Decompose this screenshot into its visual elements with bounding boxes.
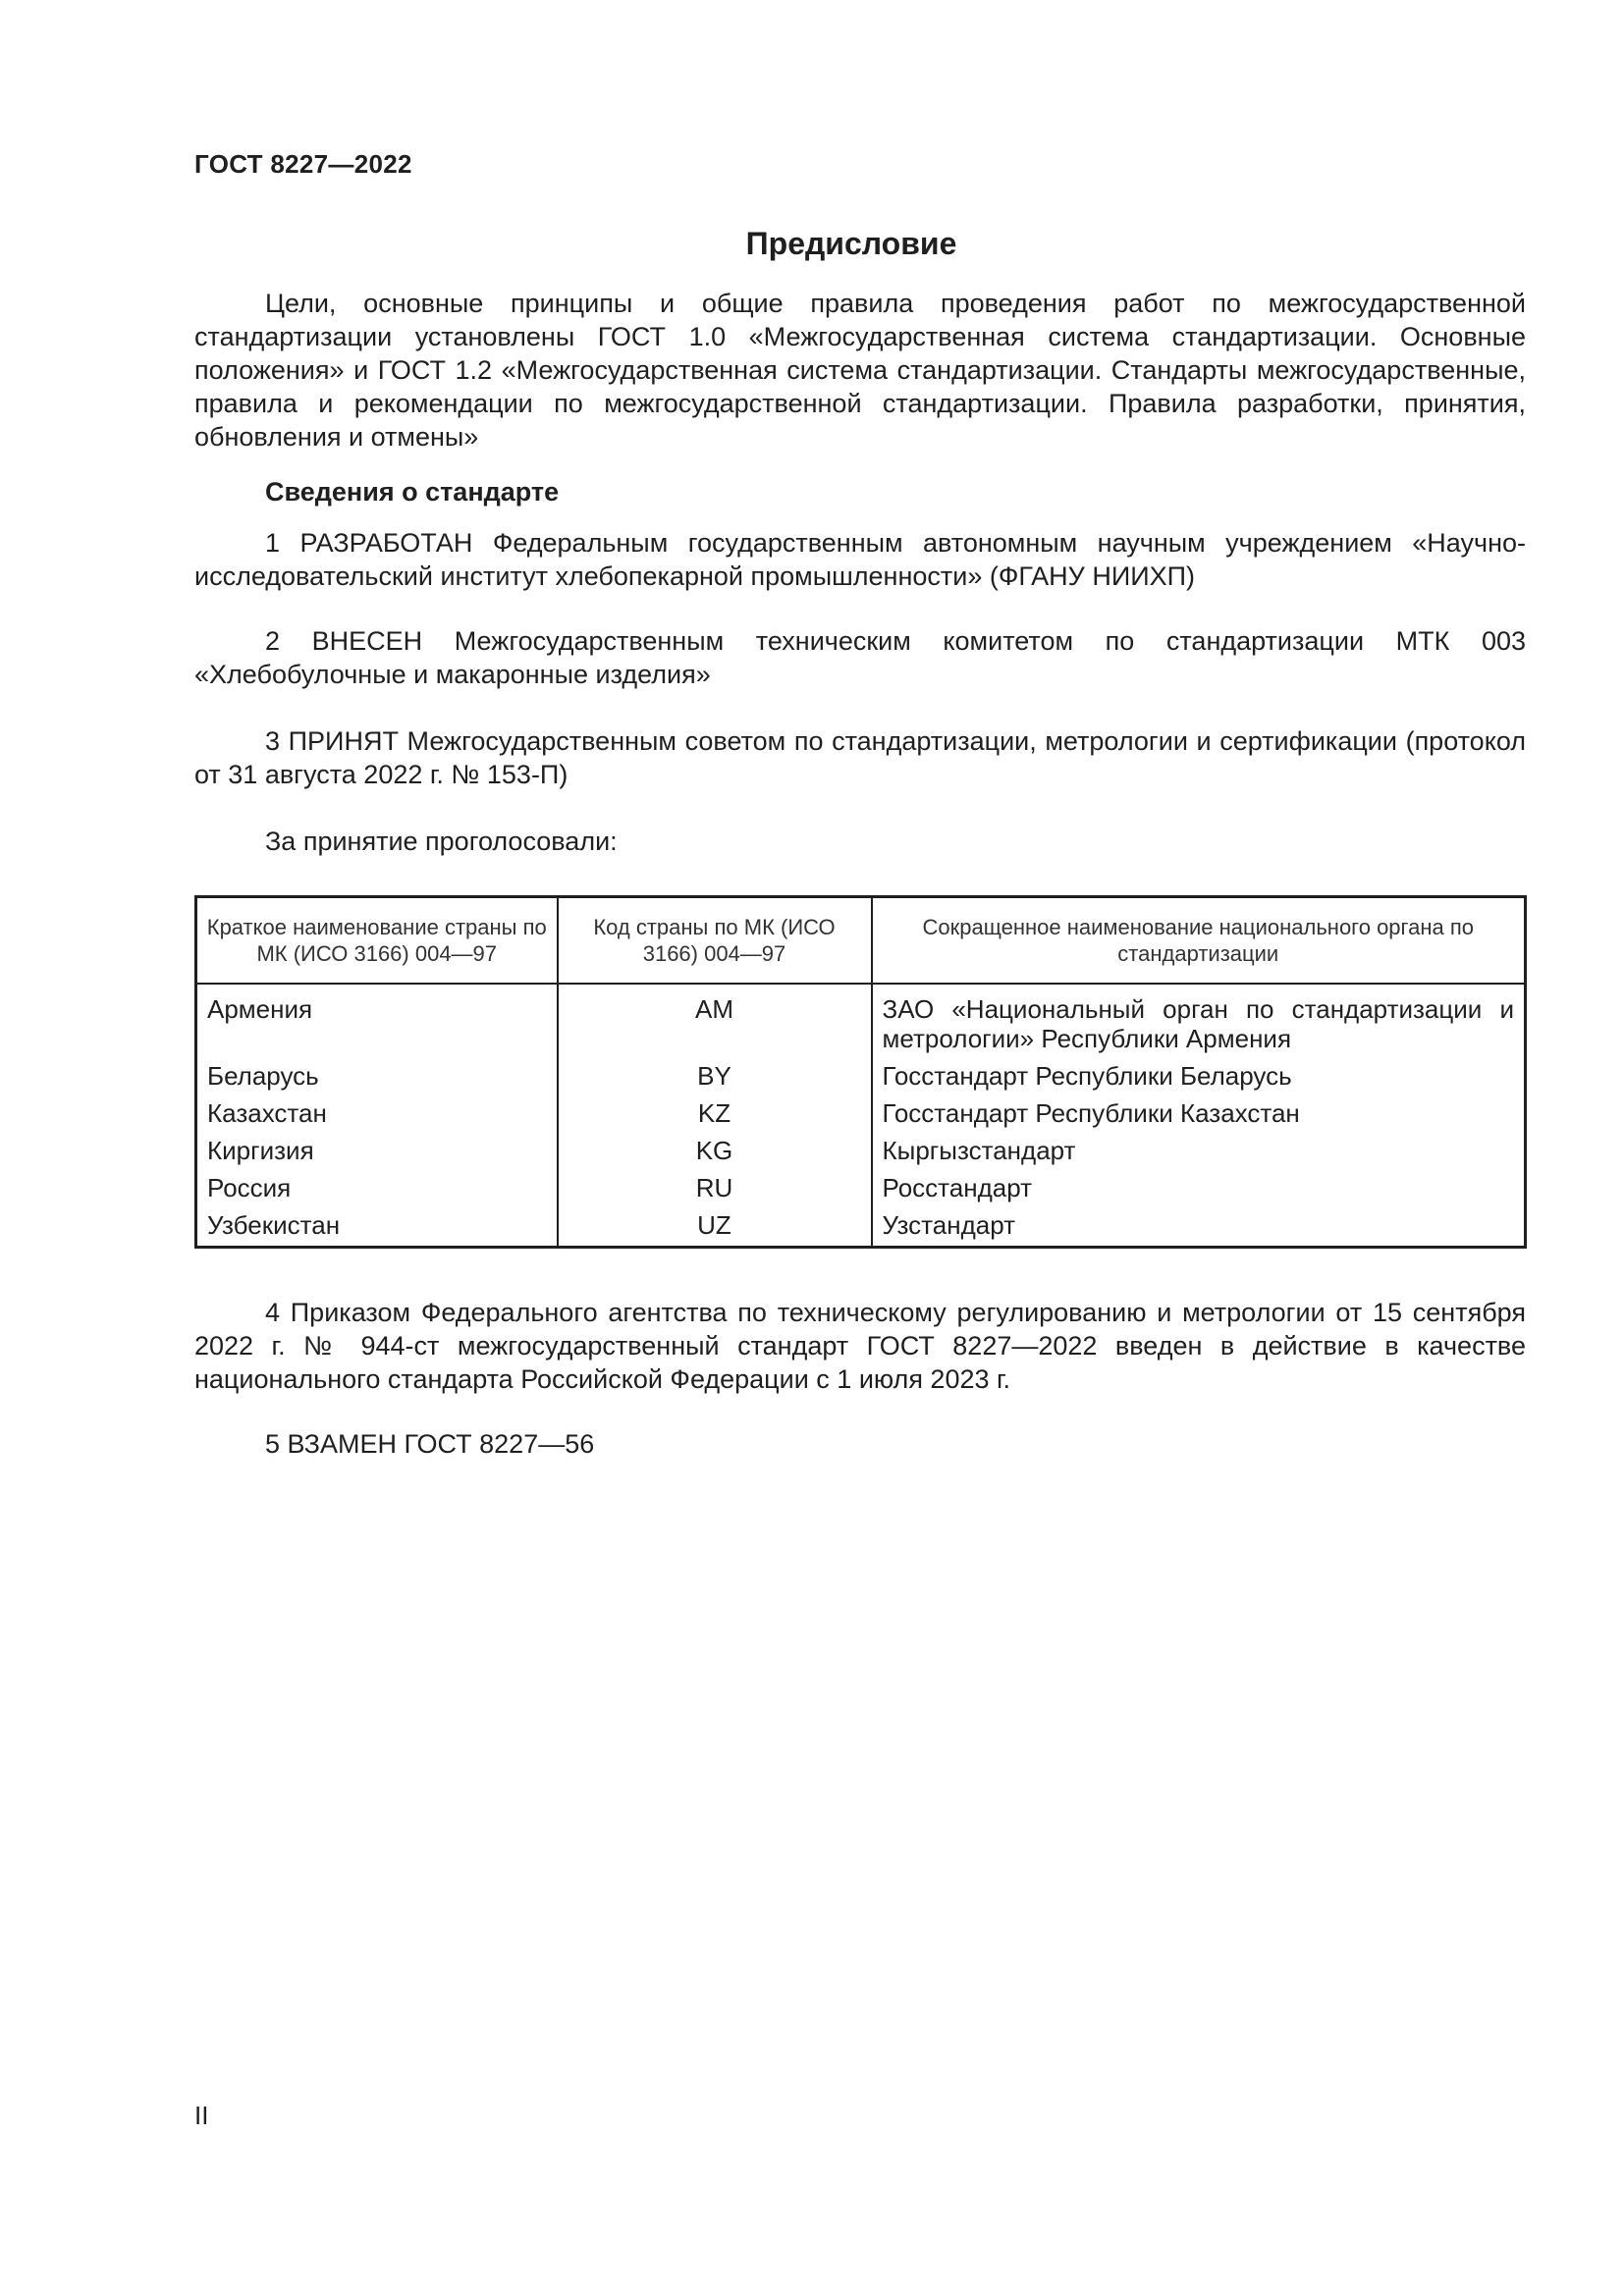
table-row bbox=[196, 1132, 1526, 1169]
cell-country: Узбекистан bbox=[196, 1206, 558, 1248]
intro-paragraph: Цели, основные принципы и общие правила проведения работ по межгосударственной стандартизации установлены ГОСТ 1.0 «Межгосударственная система стандартизации. Основные положения» и ГОСТ 1.2 «Межгосударственная система стандартизации. Стандарты межгосударственные, правила и рекомендации по межгосударственной стандартизации. Правила разработки, принятия, обновления и отмены» bbox=[194, 289, 1526, 452]
cell-national-body: Госстандарт Республики Беларусь bbox=[882, 1061, 1292, 1091]
item-developed: 1 РАЗРАБОТАН Федеральным государственным автономным научным учреждением «Научно-исследовательский институт хлебопекарной промышленности» (ФГАНУ НИИХП) bbox=[194, 528, 1526, 591]
cell-code: KG bbox=[558, 1132, 872, 1169]
table-header-row bbox=[196, 897, 1526, 985]
cell-code: UZ bbox=[558, 1206, 872, 1248]
table-row bbox=[196, 1095, 1526, 1132]
table-row bbox=[196, 1169, 1526, 1206]
cell-national-body: Узстандарт bbox=[882, 1210, 1016, 1240]
section-heading: Сведения о стандарте bbox=[265, 477, 560, 507]
cell-code: AM bbox=[558, 984, 872, 1057]
cell-code: RU bbox=[558, 1169, 872, 1206]
table-row bbox=[196, 1206, 1526, 1248]
table-row bbox=[196, 984, 1526, 1057]
page-title: Предисловие bbox=[745, 226, 957, 261]
cell-national-body: Росстандарт bbox=[882, 1173, 1033, 1202]
page-number: II bbox=[194, 2101, 209, 2130]
cell-country: Беларусь bbox=[196, 1057, 558, 1095]
cell-code: BY bbox=[558, 1057, 872, 1095]
cell-national-body: Госстандарт Республики Казахстан bbox=[882, 1098, 1300, 1128]
table-row bbox=[196, 1057, 1526, 1095]
cell-code: KZ bbox=[558, 1095, 872, 1132]
item-adopted: 3 ПРИНЯТ Межгосударственным советом по стандартизации, метрологии и сертификации (протокол от 31 августа 2022 г. № 153-П) bbox=[194, 726, 1526, 789]
cell-national-body: Кыргызстандарт bbox=[882, 1136, 1076, 1165]
cell-country: Армения bbox=[196, 984, 558, 1057]
item-enacted: 4 Приказом Федерального агентства по техническому регулированию и метрологии от 15 сентября 2022 г. № 944-ст межгосударственный стандарт ГОСТ 8227—2022 введен в действие в качестве национального стандарта Российской Федерации с 1 июля 2023 г. bbox=[194, 1298, 1526, 1394]
header-code: Код страны по МК (ИСО 3166) 004—97 bbox=[558, 897, 872, 985]
cell-country: Киргизия bbox=[196, 1132, 558, 1169]
cell-country: Россия bbox=[196, 1169, 558, 1206]
vote-intro: За принятие проголосовали: bbox=[265, 827, 618, 856]
header-national-body: Сокращенное наименование национального органа по стандартизации bbox=[872, 897, 1526, 985]
item-submitted: 2 ВНЕСЕН Межгосударственным техническим комитетом по стандартизации МТК 003 «Хлебобулочные и макаронные изделия» bbox=[194, 626, 1526, 689]
cell-country: Казахстан bbox=[196, 1095, 558, 1132]
voting-countries-table bbox=[194, 895, 1527, 1249]
cell-national-body: ЗАО «Национальный орган по стандартизации и метрологии» Республики Армения bbox=[882, 994, 1514, 1053]
document-id-header: ГОСТ 8227—2022 bbox=[194, 149, 412, 179]
item-replaces: 5 ВЗАМЕН ГОСТ 8227—56 bbox=[265, 1429, 595, 1459]
header-country: Краткое наименование страны по МК (ИСО 3166) 004—97 bbox=[196, 897, 558, 985]
